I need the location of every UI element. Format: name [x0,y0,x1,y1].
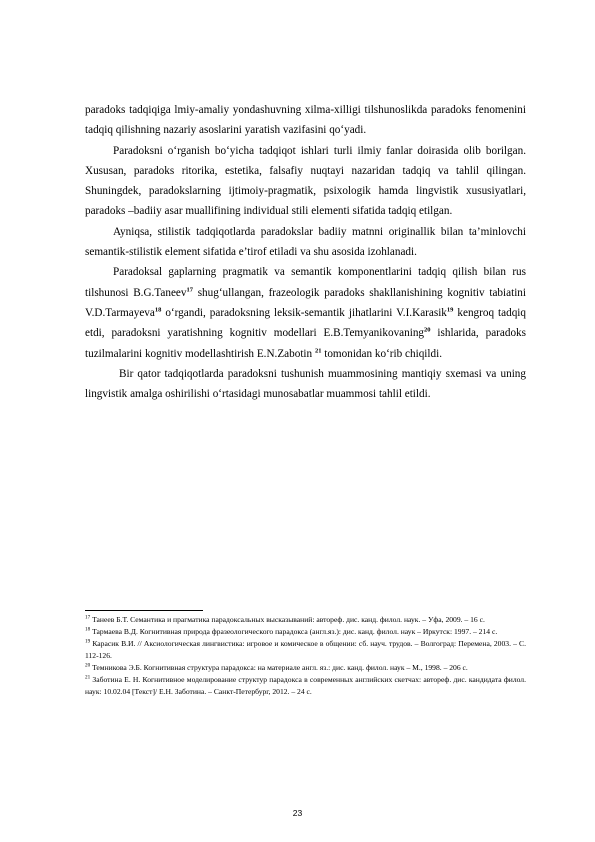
page-number: 23 [292,808,303,818]
paragraph-4-text: ishlarida, paradoks tuzilmalarini kognitiv modellashtirish E.N.Zabotin [85,327,526,360]
footnote-number: 18 [85,626,91,633]
footnote-ref-20[interactable]: 20 [424,326,431,334]
footnote-17 [85,614,526,626]
paragraph-4-text: Paradoksal gaplarning pragmatik va semantik komponentlarini tadqiq qilish bilan rus tilshunosi B.G.Taneev [85,266,526,299]
paragraph-4-text: tomonidan ko‘rib chiqildi. [321,347,442,360]
paragraph-4 [85,262,526,363]
paragraph-3: Ayniqsa, stilistik tadqiqotlarda paradokslar badiiy matnni originallik bilan ta’minlovchi semantik-stilistik element sifatida e’tirof etiladi va shu asosida izohlanadi. [85,225,526,259]
footnote-text: Карасик В.И. // Аксиологическая лингвистика: игровое и комическое в общении: сб. науч. трудов. – Волгоград: Перемена, 2003. – С. 112-126. [85,639,526,660]
footnote-18 [85,626,526,638]
footnote-20 [85,662,526,674]
paragraph-2: Paradoksni o‘rganish bo‘yicha tadqiqot ishlari turli ilmiy fanlar doirasida olib borilgan. Xususan, paradoks ritorika, estetika, falsafiy nuqtayi nazaridan tadqiq va tahlil qilingan. Shuningdek, paradokslarning ijtimoiy-pragmatik, psixologik hamda lingvistik xususiyatlari, paradoks –badiiy asar muallifining individual stili elementi sifatida tadqiq etilgan. [85,144,526,218]
footnote-ref-19[interactable]: 19 [446,306,454,314]
footnote-number: 17 [85,614,91,621]
paragraph-4-text: o‘rgandi, paradoksning leksik-semantik jihatlarini V.I.Karasik [161,306,447,319]
footnote-text: Танеев Б.Т. Семантика и прагматика парадоксальных высказываний: автореф. дис. канд. филол. наук. – Уфа, 2009. – 16 с. [90,615,485,624]
footnote-ref-21[interactable]: 21 [314,346,322,354]
paragraph-1: paradoks tadqiqiga lmiy-amaliy yondashuvning xilma-xilligi tilshunoslikda paradoks fenomenini tadqiq qilishning nazariy asoslarini yaratish vazifasini qo‘yadi. [85,104,526,137]
footnotes [85,614,526,698]
footnote-text: Темникова Э.Б. Когнитивная структура парадокса: на материале англ. яз.: дис. канд. филол. наук – М., 1998. – 206 с. [90,663,468,672]
footnote-number: 19 [85,638,91,645]
paragraph-4-text: shug‘ullangan, frazeologik paradoks shakllanishining kognitiv tabiatini V.D.Tarmayeva [85,286,526,319]
footnote-ref-17[interactable]: 17 [186,285,193,293]
main-text [85,100,526,404]
footnote-text: Заботина Е. Н. Когнитивное моделирование структур парадокса в современных английских скетчах: автореф. дис. кандидата филол. наук: 10.02.04 [Текст]/ Е.Н. Заботина. – Санкт-Петербург, 2012. – 24 с. [85,675,526,696]
paragraph-5: Bir qator tadqiqotlarda paradoksni tushunish muammosining mantiqiy sxemasi va uning lingvistik amalga oshirilishi o‘rtasidagi munosabatlar muammosi tahlil etildi. [85,367,526,401]
footnote-divider [85,610,203,611]
footnote-text: Тармаева В.Д. Когнитивная природа фразеологического парадокса (англ.яз.): дис. канд. филол. наук – Иркутск: 1997. – 214 с. [90,627,498,636]
footnote-number: 21 [85,674,91,681]
footnote-19 [85,638,526,662]
paragraph-4-text: kengroq tadqiq etdi, paradoksni yaratishning kognitiv modellari E.B.Temyanikovaning [85,306,526,340]
footnote-21 [85,674,526,698]
footnote-ref-18[interactable]: 18 [154,306,162,314]
footnote-number: 20 [85,662,91,669]
